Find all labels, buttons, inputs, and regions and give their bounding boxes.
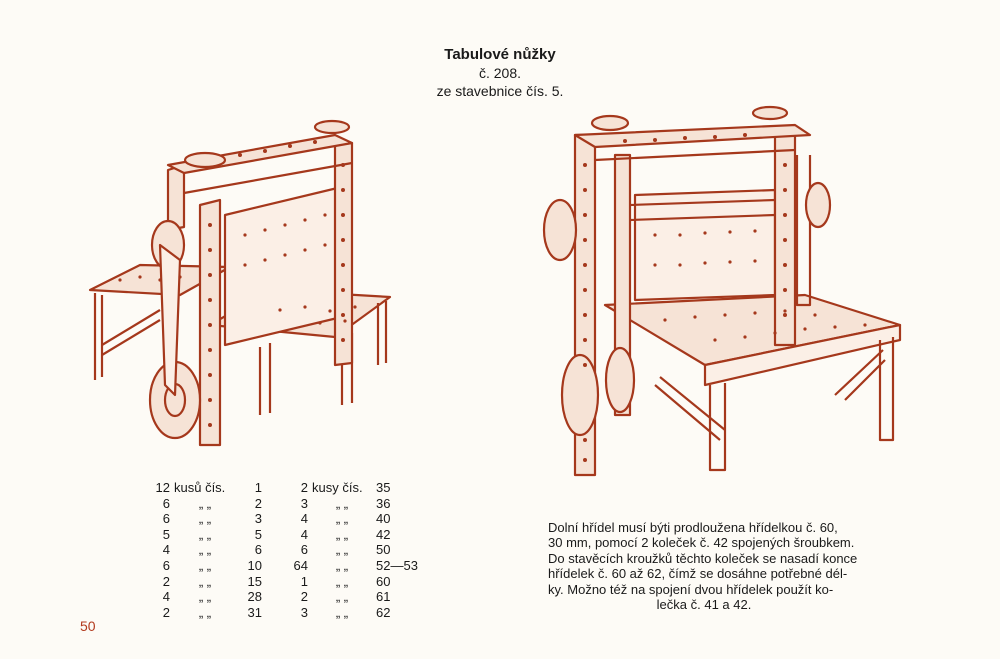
part-number: 36 <box>376 495 391 511</box>
part-qty: 6 <box>162 495 170 511</box>
shear-model-rear-icon <box>535 95 915 485</box>
part-qty: 4 <box>300 526 308 542</box>
shear-model-rear-illustration <box>535 95 915 485</box>
parts-row <box>150 527 420 543</box>
shear-model-front-illustration <box>80 115 400 455</box>
part-label: „ „ <box>198 557 212 573</box>
page-number: 50 <box>80 618 96 634</box>
part-label: „ „ <box>335 495 349 511</box>
part-qty: 12 <box>155 480 170 495</box>
part-label: „ „ <box>198 511 212 527</box>
note-line: Do stavěcích kroužků těchto koleček se nasadí konce <box>548 550 858 566</box>
part-number: 40 <box>376 511 391 527</box>
part-qty: 6 <box>300 542 308 558</box>
part-qty: 4 <box>300 511 308 527</box>
note-line: ky. Možno též na spojení dvou hřídelek použít ko- <box>548 581 834 597</box>
title-block <box>400 46 600 100</box>
part-qty: 2 <box>162 604 170 620</box>
part-label: „ „ <box>335 604 349 620</box>
part-label: „ „ <box>198 526 212 542</box>
part-label: kusů čís. <box>174 480 226 495</box>
part-label: „ „ <box>198 604 212 620</box>
part-qty: 4 <box>162 589 170 605</box>
parts-row <box>150 511 420 527</box>
parts-row <box>150 589 420 605</box>
shear-model-front-icon <box>80 115 400 455</box>
model-number: č. 208. <box>478 65 522 81</box>
page-title: Tabulové nůžky <box>444 46 556 63</box>
part-number: 61 <box>376 589 391 605</box>
part-label: „ „ <box>335 542 349 558</box>
part-number: 42 <box>376 526 391 542</box>
part-number: 15 <box>247 573 262 589</box>
part-label: „ „ <box>335 511 349 527</box>
part-qty: 4 <box>162 542 170 558</box>
part-qty: 3 <box>300 604 308 620</box>
part-number: 28 <box>247 589 262 605</box>
part-label: „ „ <box>335 589 349 605</box>
part-number: 35 <box>376 480 391 495</box>
parts-row <box>150 574 420 590</box>
part-qty: 3 <box>300 495 308 511</box>
part-qty: 6 <box>162 557 170 573</box>
part-number: 5 <box>254 526 262 542</box>
part-qty: 2 <box>300 589 308 605</box>
assembly-note <box>548 520 860 612</box>
note-line: hřídelek č. 60 až 62, čímž se dosáhne potřebné dél- <box>548 566 848 582</box>
part-number: 10 <box>247 557 262 573</box>
part-qty: 2 <box>162 573 170 589</box>
note-line: lečka č. 41 a 42. <box>656 597 752 613</box>
parts-table <box>150 480 420 620</box>
part-label: „ „ <box>198 573 212 589</box>
note-line: 30 mm, pomocí 2 koleček č. 42 spojených šroubkem. <box>548 535 855 551</box>
set-info: ze stavebnice čís. 5. <box>436 83 564 99</box>
note-line: Dolní hřídel musí býti prodloužena hřídelkou č. 60, <box>548 520 838 535</box>
part-number: 31 <box>247 604 262 620</box>
part-qty: 6 <box>162 511 170 527</box>
parts-list <box>150 480 420 620</box>
part-qty: 64 <box>293 557 308 573</box>
parts-row <box>150 542 420 558</box>
part-number: 60 <box>376 573 391 589</box>
part-label: „ „ <box>335 557 349 573</box>
part-number: 1 <box>254 480 262 495</box>
part-label: kusy čís. <box>312 480 363 495</box>
parts-row <box>150 605 420 621</box>
part-number: 50 <box>376 542 391 558</box>
parts-row <box>150 480 420 496</box>
part-qty: 1 <box>300 573 308 589</box>
part-number: 62 <box>376 604 391 620</box>
part-qty: 5 <box>162 526 170 542</box>
parts-row <box>150 496 420 512</box>
part-number: 3 <box>254 511 262 527</box>
part-label: „ „ <box>335 573 349 589</box>
part-label: „ „ <box>198 542 212 558</box>
part-label: „ „ <box>198 589 212 605</box>
part-label: „ „ <box>335 526 349 542</box>
part-number: 52—53 <box>376 557 418 573</box>
parts-row <box>150 558 420 574</box>
part-qty: 2 <box>300 480 308 495</box>
part-label: „ „ <box>198 495 212 511</box>
part-number: 6 <box>254 542 262 558</box>
part-number: 2 <box>254 495 262 511</box>
